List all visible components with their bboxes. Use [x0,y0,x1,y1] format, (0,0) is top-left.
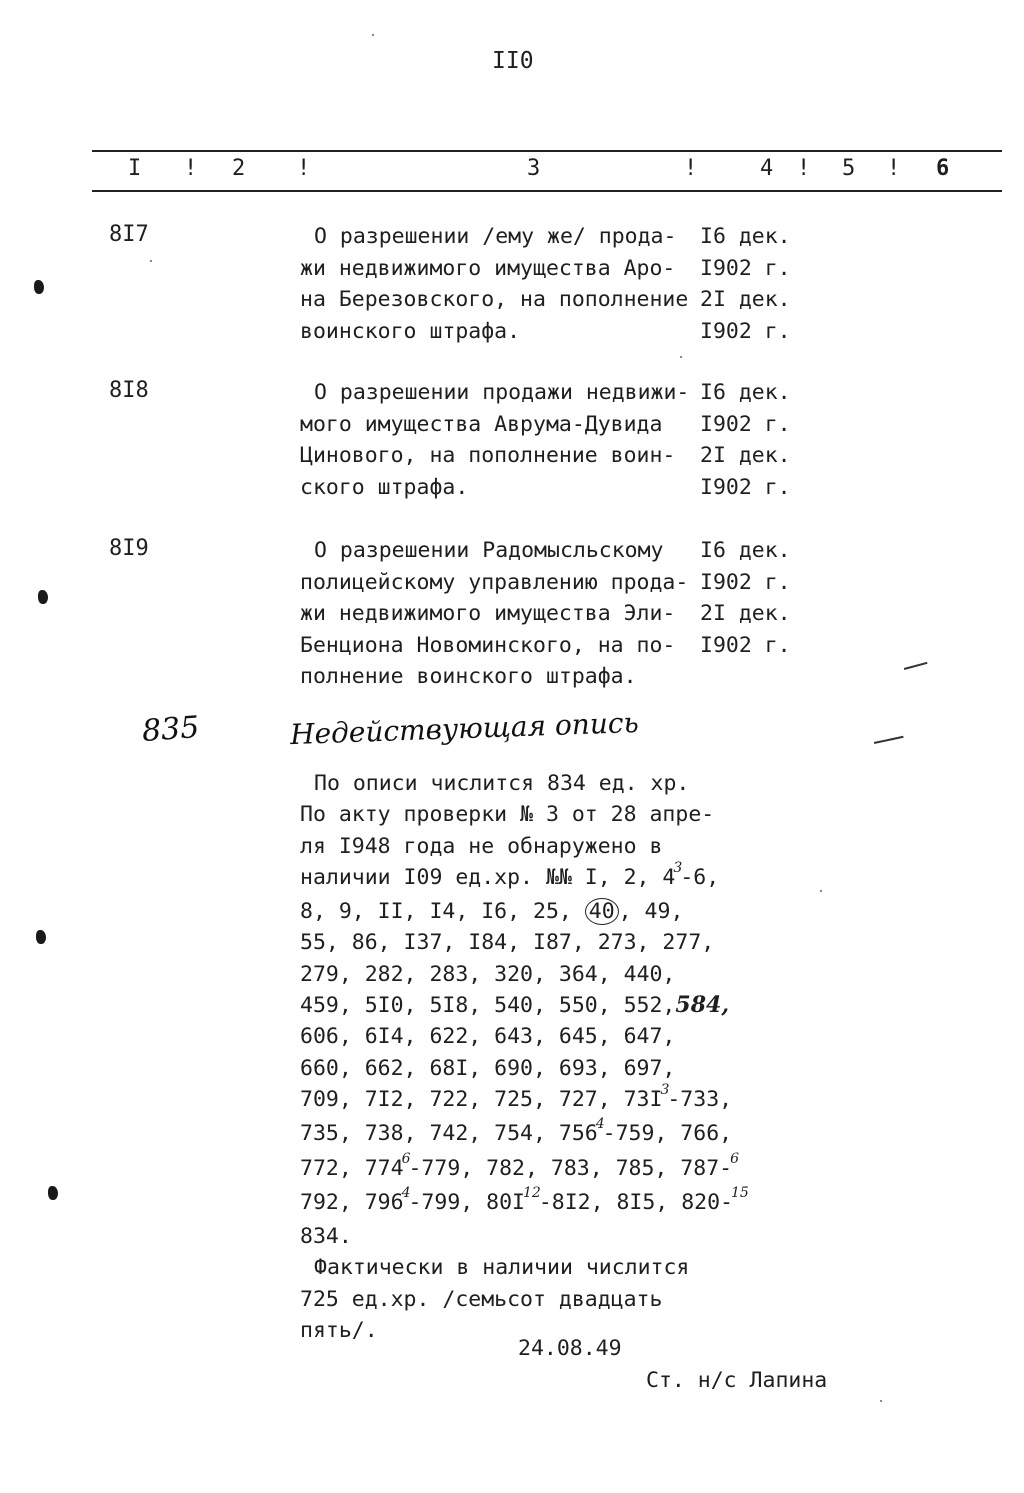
date-line: I902 г. [700,569,791,595]
column-header-3: 3 [527,156,541,181]
punch-hole-mark [48,1186,58,1200]
summary-text: -799, 80I [408,1189,525,1215]
summary-line [300,896,747,927]
summary-line: 55, 86, I37, I84, I87, 273, 277, [300,930,715,956]
summary-line [300,1118,747,1152]
summary-text: 735, 738, 742, 754, 756 [300,1121,598,1147]
summary-text: 792, 796 [300,1189,404,1215]
entry-text-line: на Березовского, на пополнение [300,287,689,312]
date-line: I6 дек. [700,538,791,563]
entry-dates [700,535,791,661]
scan-speck [820,890,822,892]
summary-line: 279, 282, 283, 320, 364, 440, [300,961,676,987]
handwritten-title: Недействующая опись [289,705,640,752]
date-line: I6 дек. [700,380,791,405]
entry-dates [700,221,791,347]
handwritten-superscript: 3 [660,1081,670,1098]
summary-block [300,768,747,1346]
date-line: I902 г. [700,474,791,500]
column-header-1: I [128,156,142,181]
entry-description [300,377,689,503]
scan-speck [680,356,682,358]
entry-description [300,535,688,693]
entry-text-line: воинского штрафа. [300,318,521,344]
certification-date: 24.08.49 [518,1336,622,1361]
date-line: 2I дек. [700,287,791,312]
handwritten-superscript: 4 [401,1184,411,1201]
handwritten-superscript: 6 [730,1150,740,1167]
summary-line: 606, 6I4, 622, 643, 645, 647, [300,1024,676,1050]
column-header-5: 5 [842,156,856,181]
scan-speck [880,1400,882,1402]
punch-hole-mark [36,930,46,944]
signature-line: Ст. н/с Лапина [646,1368,828,1393]
summary-line: ля I948 года не обнаружено в [300,833,663,859]
summary-text: 459, 5I0, 5I8, 540, 550, 552, [300,993,676,1019]
header-top-rule [92,150,1002,152]
summary-text: 772, 774 [300,1155,404,1181]
summary-text: наличии I09 ед.хр. №№ I, 2, 4 [300,864,676,890]
summary-line [300,1184,749,1221]
summary-text: , 49, [618,899,684,925]
summary-line: По акту проверки № 3 от 28 апре- [300,802,715,828]
date-line: I902 г. [700,318,791,344]
handwritten-superscript: 6 [401,1150,411,1167]
column-separator: ! [684,156,698,181]
punch-hole-mark [38,590,48,604]
pencil-mark [874,736,904,744]
column-separator: ! [797,156,811,181]
entry-number: 8I9 [109,536,149,561]
summary-text: 8, 9, II, I4, I6, 25, [300,899,585,925]
circled-number: 40 [585,898,619,925]
column-separator: ! [887,156,901,181]
handwritten-superscript: 15 [730,1184,749,1201]
entry-text-line: мого имущества Аврума-Дувида [300,411,663,437]
summary-line: Фактически в наличии числится [314,1255,690,1281]
date-line: 2I дек. [700,601,791,626]
column-separator: ! [297,156,311,181]
scan-speck [150,260,152,262]
entry-text-line: жи недвижимого имущества Эли- [300,601,676,626]
entry-text-line: О разрешении продажи недвижи- [314,380,690,405]
scan-speck [372,34,374,36]
column-header-2: 2 [232,156,246,181]
entry-text-line: полнение воинского штрафа. [300,664,637,689]
date-line: 2I дек. [700,443,791,468]
summary-text: -8I2, 8I5, 820- [538,1189,733,1215]
punch-hole-mark [34,280,44,294]
column-separator: ! [184,156,198,181]
summary-text: -733, [667,1086,733,1112]
pencil-mark [904,662,928,670]
summary-line: 834. [300,1224,352,1250]
summary-line: По описи числится 834 ед. хр. [314,771,690,796]
entry-text-line: полицейскому управлению прода- [300,569,689,595]
summary-line [300,1150,747,1187]
date-line: I6 дек. [700,224,791,249]
header-bottom-rule [92,190,1002,192]
entry-number: 8I7 [109,222,149,247]
summary-line: 725 ед.хр. /семьсот двадцать [300,1286,663,1312]
entry-text-line: ского штрафа. [300,474,469,500]
entry-text-line: жи недвижимого имущества Аро- [300,255,676,281]
summary-text: -759, 766, [602,1121,733,1147]
date-line: I902 г. [700,411,791,437]
column-header-4: 4 [760,156,774,181]
column-header-6: 6 [936,156,950,181]
entry-text-line: Бенциона Новоминского, на по- [300,632,676,658]
handwritten-superscript: 4 [595,1116,605,1133]
summary-line: 660, 662, 68I, 690, 693, 697, [300,1055,676,1081]
entry-text-line: Цинового, на пополнение воин- [300,443,676,468]
summary-text: -6, [680,864,720,890]
summary-line [300,859,747,896]
handwritten-number: 835 [140,710,201,749]
entry-text-line: О разрешении /ему же/ прода- [314,224,677,249]
date-line: I902 г. [700,255,791,281]
summary-line [300,1081,747,1118]
summary-text: 709, 7I2, 722, 725, 727, 73I [300,1086,663,1112]
summary-line [300,990,747,1021]
handwritten-superscript: 3 [673,859,683,876]
summary-line: пять/. [300,1318,378,1344]
handwritten-number-addition: 584, [675,992,729,1019]
entry-dates [700,377,791,503]
summary-text: -779, 782, 783, 785, 787- [408,1155,733,1181]
entry-number: 8I8 [109,378,149,403]
entry-text-line: О разрешении Радомысльскому [314,538,664,563]
date-line: I902 г. [700,632,791,658]
page-number: II0 [492,48,534,74]
handwritten-superscript: 12 [522,1184,541,1201]
entry-description [300,221,688,347]
